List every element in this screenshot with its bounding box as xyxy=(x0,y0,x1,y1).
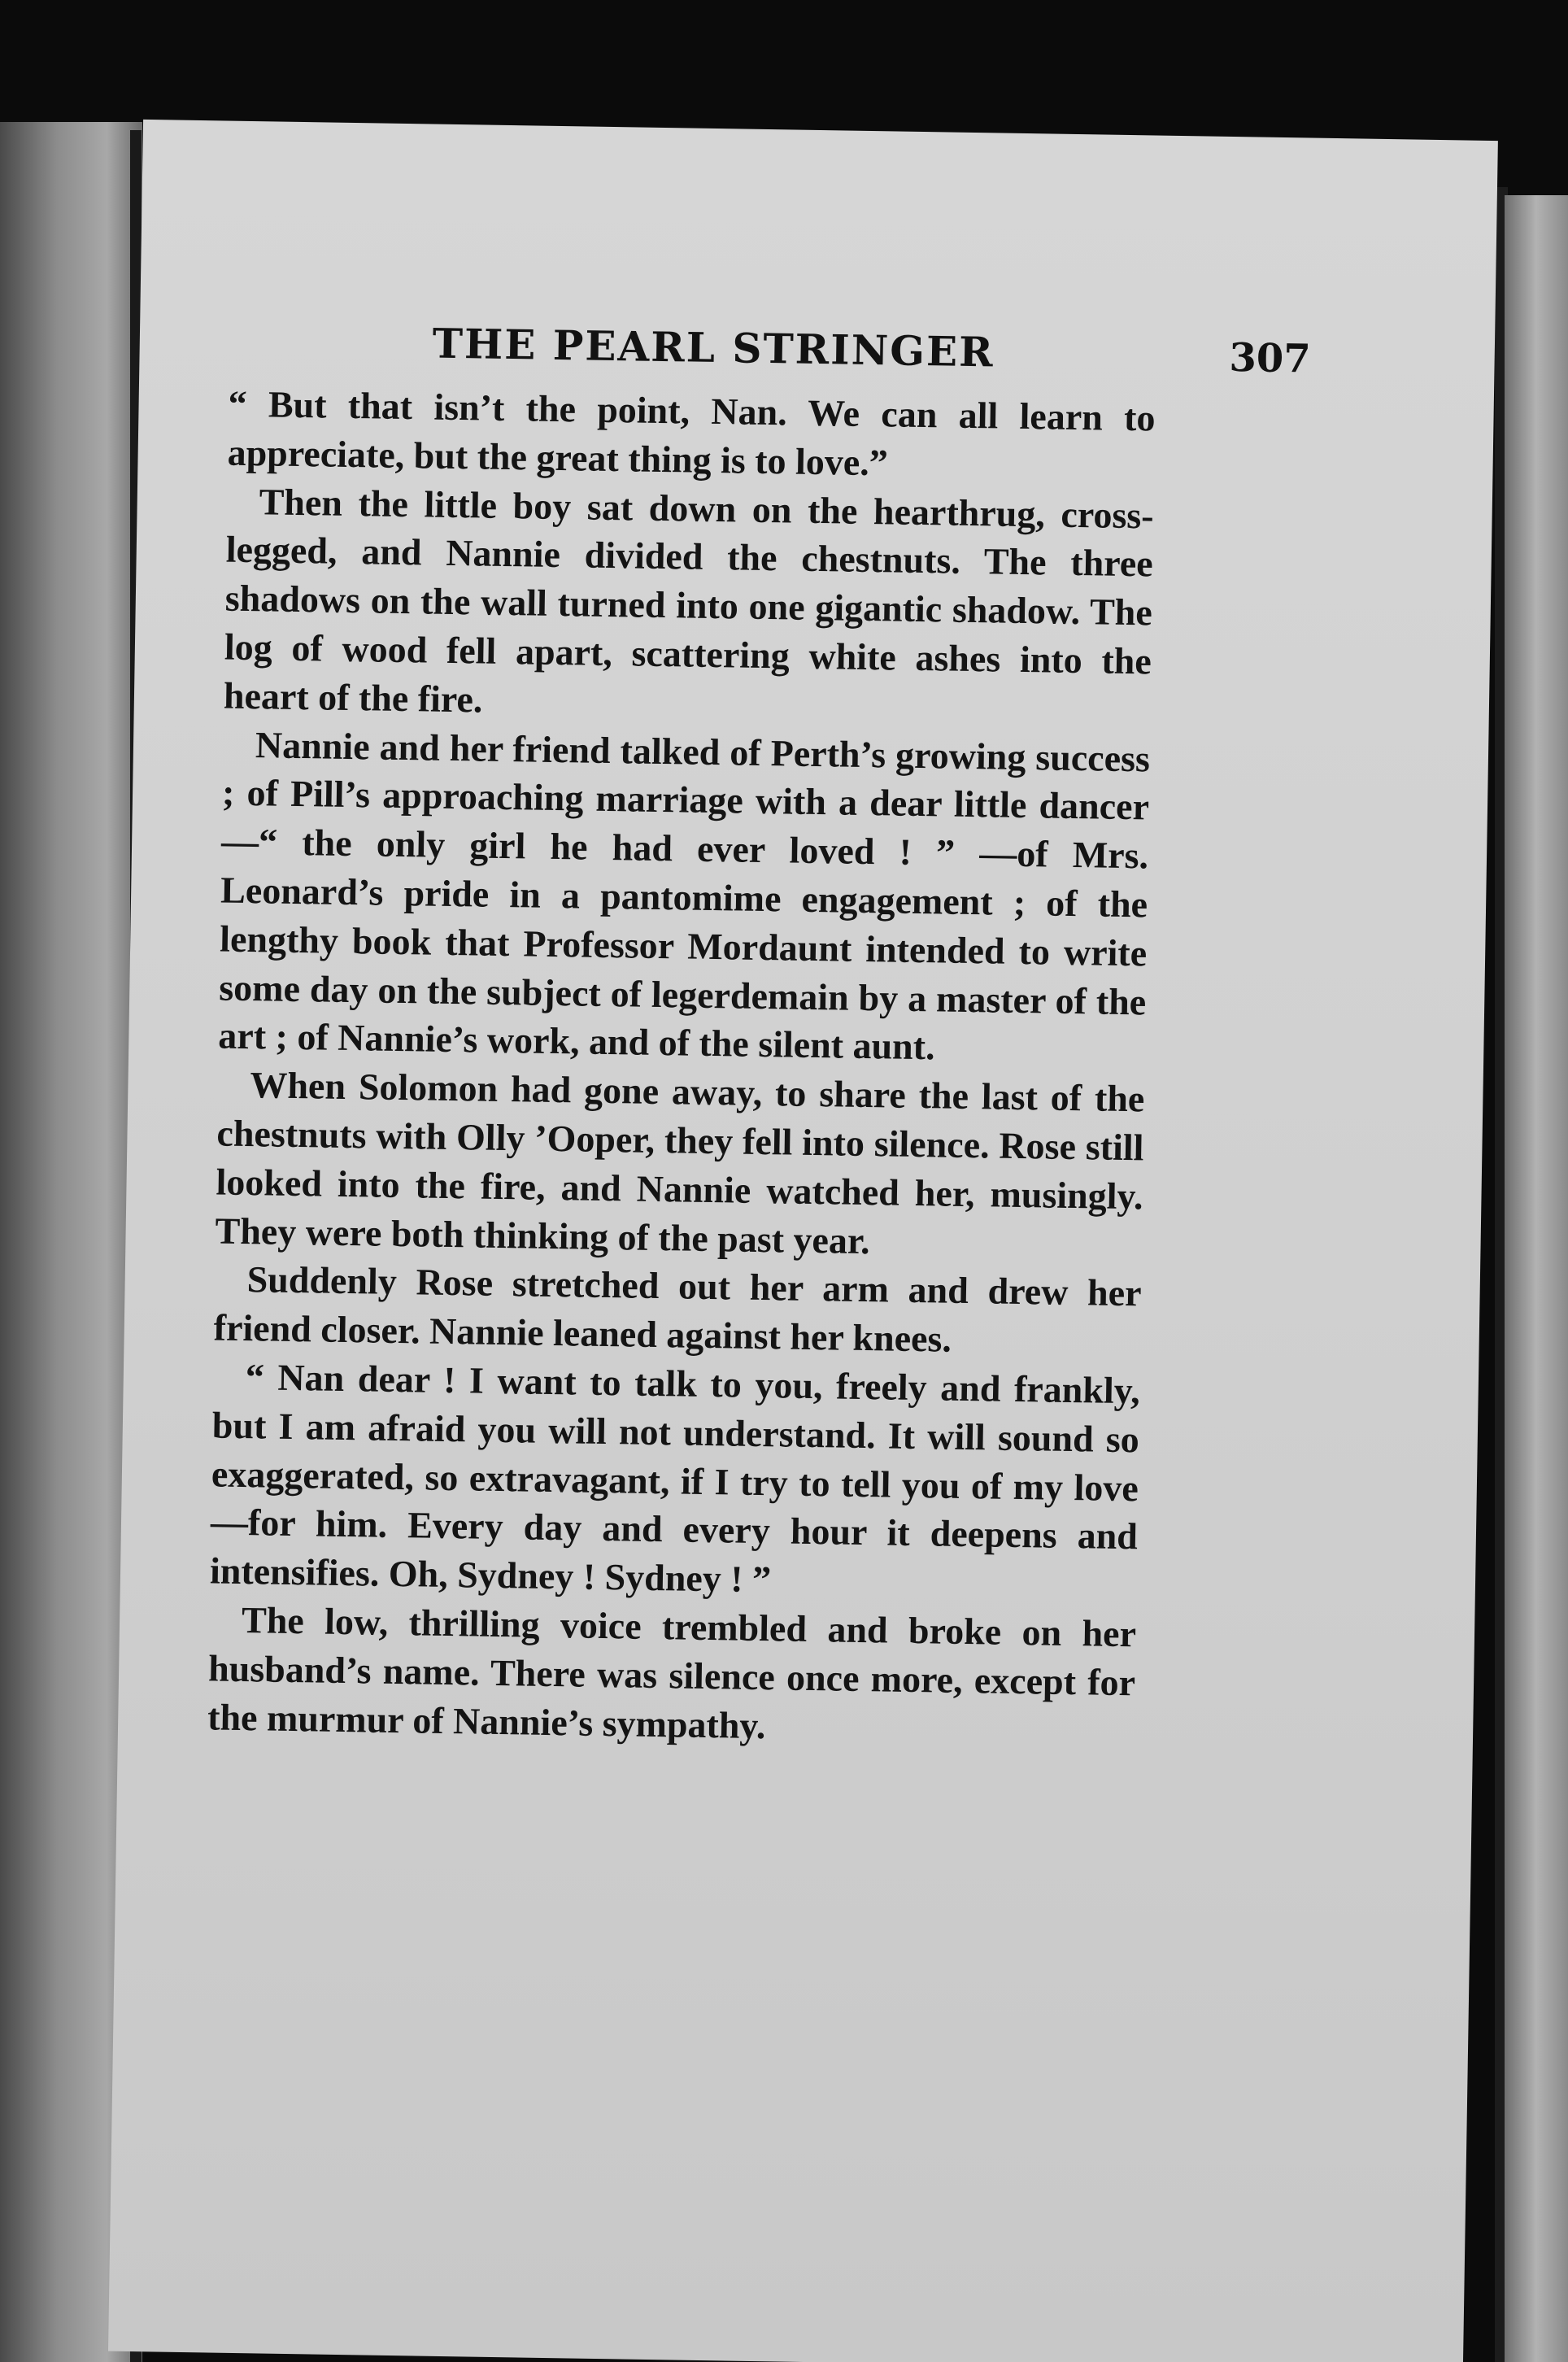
paragraph: Nannie and her friend talked of Perth’s growing success ; of Pill’s approaching marriage with a dear little dancer—“ the only girl he had ever loved ! ” —of Mrs. Leonard’s pride in a pantomime engagement ; of the lengthy book that Professor Mordaunt intended to write some day on the subject of legerdemain by a master of the art ; of Nannie’s work, and of the silent aunt. xyxy=(218,723,1151,1068)
paragraph: When Solomon had gone away, to share the last of the chestnuts with Olly ’Ooper, they fell into silence. Rose still looked into the fire, and Nannie watched her, musingly. They were both thinking of the past year. xyxy=(215,1064,1145,1262)
paragraph: “ Nan dear ! I want to talk to you, freely and frankly, but I am afraid you will not understand. It will sound so exaggerated, so extravagant, if I try to tell you of my love—for him. Every day and every hour it deepens and intensifies. Oh, Sydney ! Sydney ! ” xyxy=(209,1356,1141,1601)
page-sheet xyxy=(108,120,1498,2362)
paragraph: “ But that isn’t the point, Nan. We can all learn to appreciate, but the great thing is to love.” xyxy=(227,382,1156,484)
paragraph: Then the little boy sat down on the hearthrug, cross-legged, and Nannie divided the chestnuts. The three shadows on the wall turned into one gigantic shadow. The log of wood fell apart, scattering white ashes into the heart of the fire. xyxy=(223,480,1155,721)
paragraph: The low, thrilling voice trembled and broke on her husband’s name. There was silence once more, except for the murmur of Nannie’s sympathy. xyxy=(207,1598,1137,1746)
right-page-edge xyxy=(1505,195,1568,2362)
paragraph: Suddenly Rose stretched out her arm and drew her friend closer. Nannie leaned against her knees. xyxy=(213,1258,1142,1360)
body-text xyxy=(207,380,1156,1756)
running-head-title: THE PEARL STRINGER xyxy=(432,319,995,377)
page-number: 307 xyxy=(1229,334,1312,382)
